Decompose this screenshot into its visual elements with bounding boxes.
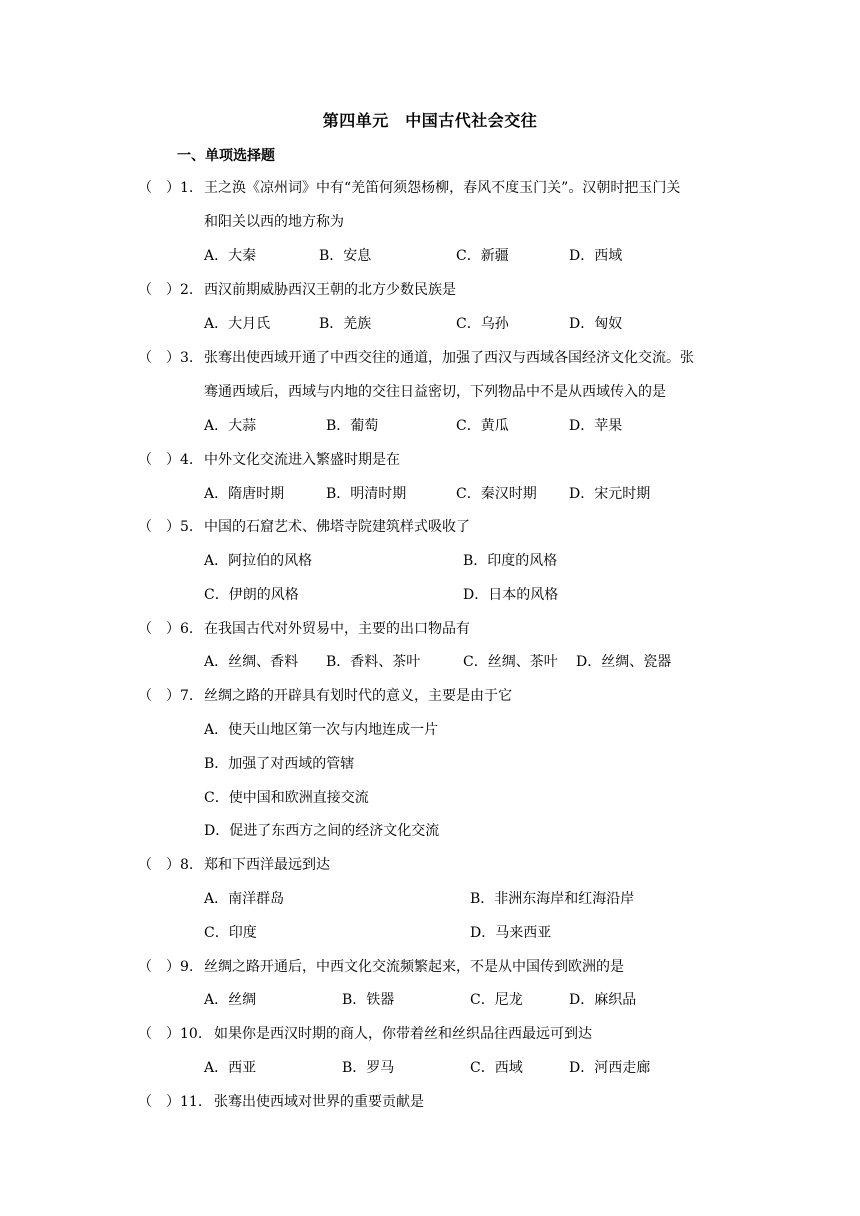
page-title: 第四单元 中国古代社会交往 (322, 111, 538, 130)
question-text: 和阳关以西的地方称为 (204, 214, 344, 230)
option-a: A．西亚 (204, 1060, 257, 1076)
option-c: C．印度 (204, 925, 257, 941)
option-b: B．羌族 (319, 316, 372, 332)
option-d: D．西域 (569, 248, 623, 264)
question-number: （ ）9. (138, 959, 194, 975)
option-d: D．马来西亚 (470, 925, 552, 941)
question-text: 郑和下西洋最远到达 (204, 857, 330, 873)
option-b: B．明清时期 (326, 486, 407, 502)
question-number: （ ）1. (138, 180, 194, 196)
option-d: D．促进了东西方之间的经济文化交流 (204, 823, 440, 839)
option-b: B．铁器 (342, 992, 395, 1008)
option-a: A．使天山地区第一次与内地连成一片 (204, 722, 439, 738)
option-a: A．隋唐时期 (204, 486, 285, 502)
question-text: 在我国古代对外贸易中，主要的出口物品有 (204, 621, 470, 637)
option-a: A．南洋群岛 (204, 891, 285, 907)
option-c: C．丝绸、茶叶 (463, 654, 558, 670)
question-text: 中外文化交流进入繁盛时期是在 (204, 452, 400, 468)
question-text: 丝绸之路的开辟具有划时代的意义，主要是由于它 (204, 688, 512, 704)
option-d: D．河西走廊 (569, 1060, 651, 1076)
question-text: 王之涣《凉州词》中有“羌笛何须怨杨柳，春风不度玉门关”。汉朝时把玉门关 (204, 180, 681, 196)
option-d: D．丝绸、瓷器 (576, 654, 672, 670)
option-c: C．秦汉时期 (456, 486, 537, 502)
question-number: （ ）7. (138, 688, 194, 704)
option-c: C．西域 (470, 1060, 523, 1076)
option-c: C．尼龙 (470, 992, 523, 1008)
option-a: A．大蒜 (204, 418, 257, 434)
option-a: A．丝绸、香料 (204, 654, 299, 670)
option-a: A．大秦 (204, 248, 257, 264)
option-b: B．加强了对西域的管辖 (204, 756, 355, 772)
question-text: 张骞出使西域开通了中西交往的通道，加强了西汉与西域各国经济文化交流。张 (204, 350, 694, 366)
option-c: C．伊朗的风格 (204, 587, 299, 603)
question-number: （ ）3. (138, 350, 194, 366)
option-c: C．使中国和欧洲直接交流 (204, 790, 369, 806)
option-d: D．日本的风格 (463, 587, 559, 603)
option-d: D．宋元时期 (569, 486, 651, 502)
option-a: A．丝绸 (204, 992, 257, 1008)
question-number: （ ）5. (138, 519, 194, 535)
option-c: C．新疆 (456, 248, 509, 264)
question-number: （ ）8. (138, 857, 194, 873)
question-text: 如果你是西汉时期的商人，你带着丝和丝织品往西最远可到达 (214, 1026, 592, 1042)
question-text: 西汉前期威胁西汉王朝的北方少数民族是 (204, 282, 456, 298)
option-b: B．印度的风格 (463, 553, 558, 569)
question-number: （ ）2. (138, 282, 194, 298)
option-d: D．匈奴 (569, 316, 623, 332)
question-number: （ ）4. (138, 452, 194, 468)
question-number: （ ）11. (138, 1094, 203, 1110)
question-number: （ ）10. (138, 1026, 203, 1042)
option-c: C．黄瓜 (456, 418, 509, 434)
question-number: （ ）6. (138, 621, 194, 637)
option-d: D．麻织品 (569, 992, 637, 1008)
option-d: D．苹果 (569, 418, 623, 434)
question-text: 骞通西域后，西域与内地的交往日益密切，下列物品中不是从西域传入的是 (204, 384, 666, 400)
option-c: C．乌孙 (456, 316, 509, 332)
option-b: B．罗马 (342, 1060, 395, 1076)
option-b: B．安息 (319, 248, 372, 264)
section-heading: 一、单项选择题 (177, 148, 275, 164)
question-text: 中国的石窟艺术、佛塔寺院建筑样式吸收了 (204, 519, 470, 535)
question-text: 张骞出使西域对世界的重要贡献是 (214, 1094, 424, 1110)
option-b: B．非洲东海岸和红海沿岸 (470, 891, 635, 907)
option-a: A．大月氏 (204, 316, 271, 332)
option-b: B．香料、茶叶 (326, 654, 421, 670)
question-text: 丝绸之路开通后，中西文化交流频繁起来，不是从中国传到欧洲的是 (204, 959, 624, 975)
option-a: A．阿拉伯的风格 (204, 553, 313, 569)
option-b: B．葡萄 (326, 418, 379, 434)
